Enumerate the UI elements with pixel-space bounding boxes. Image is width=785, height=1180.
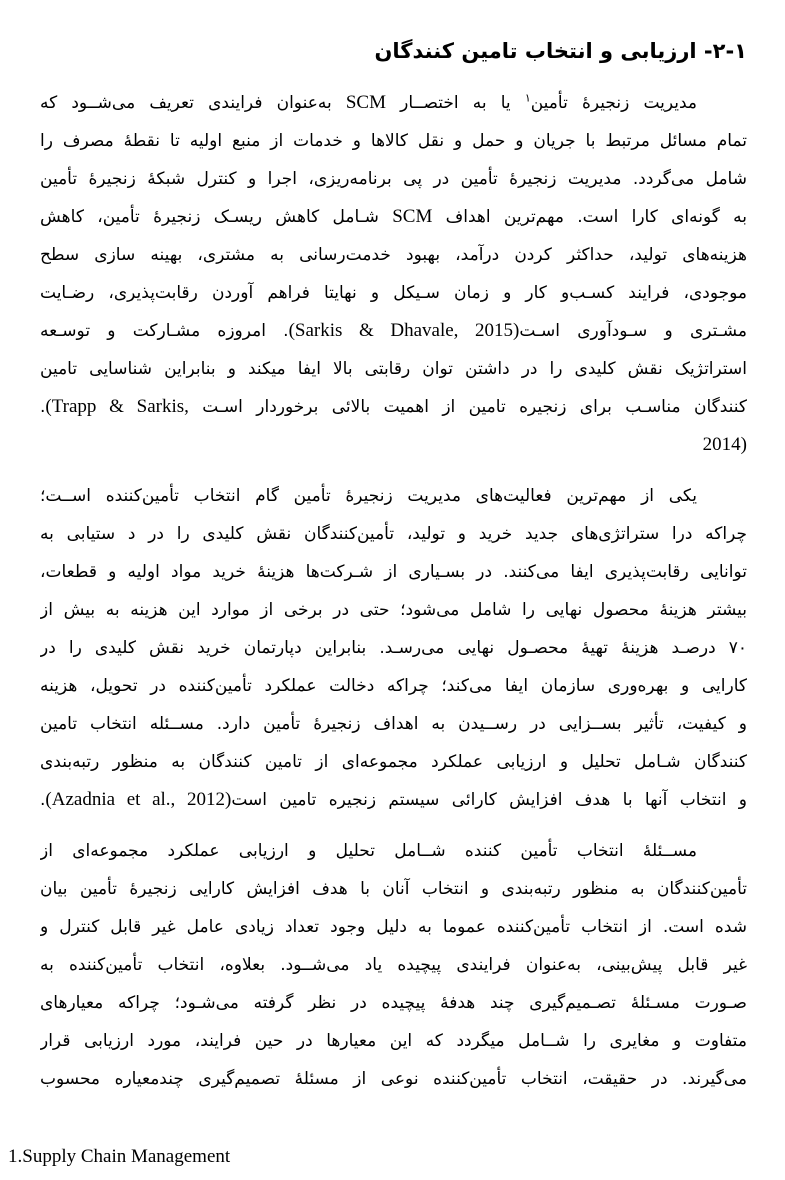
persian-text-segment: کنندگان مناسـب برای زنجیره تامین از اهمیت بالائی برخوردار اسـت <box>188 397 747 417</box>
footnote-reference-marker: ۱ <box>524 91 531 105</box>
text-line <box>40 388 747 426</box>
text-line <box>40 870 747 908</box>
latin-text-segment: SCM <box>392 206 433 227</box>
text-line <box>40 984 747 1022</box>
text-line <box>40 743 747 781</box>
paragraph-supplier-selection-importance <box>40 477 747 819</box>
persian-text-segment: متفاوت و مغایری را شــامل میگردد که این معیارها در حین فرایند، مورد ارزیابی قرار <box>40 1031 747 1051</box>
persian-text-segment: یا به اختصــار <box>386 93 525 113</box>
text-line <box>40 781 747 819</box>
latin-text-segment: (Trapp & Sarkis, <box>45 396 189 417</box>
persian-text-segment: غیر قابل پیش‌بینی، به‌عنوان فرایندی پیچیده یاد می‌شــود. بعلاوه، انتخاب تأمین‌کننده به <box>40 955 747 975</box>
text-line <box>40 1060 747 1098</box>
persian-text-segment: توانایی رقابت‌پذیری ایفا می‌کنند. در بسـیاری از شـرکت‌ها هزینهٔ خرید مواد اولیه و قطعات، <box>40 562 747 582</box>
latin-text-segment: SCM <box>345 92 386 113</box>
persian-text-segment: هزینه‌های تولید، حداکثر کردن درآمد، بهبود خدمت‌رسانی به مشتری، بهینه سازی سطح <box>40 245 747 265</box>
persian-text-segment: مدیریت زنجیرهٔ تأمین <box>530 93 698 113</box>
text-line <box>40 591 747 629</box>
persian-text-segment: تمام مسائل مرتبط با جریان و حمل و نقل کالاها و خدمات از منبع اولیه تا نقطهٔ مصرف را <box>40 131 747 151</box>
text-line <box>40 515 747 553</box>
latin-text-segment: (Azadnia et al., 2012) <box>45 789 232 810</box>
text-line <box>40 122 747 160</box>
persian-text-segment: یکی از مهم‌ترین فعالیت‌های مدیریت زنجیرهٔ تأمین گام انتخاب تأمین‌کننده اســت؛ <box>40 486 697 506</box>
paragraph-supplier-selection-problem <box>40 832 747 1098</box>
persian-text-segment: می‌گیرند. در حقیقت، انتخاب تأمین‌کننده نوعی از مسئلهٔ تصمیم‌گیری چندمعیاره محسوب <box>40 1069 747 1089</box>
persian-text-segment: . <box>40 790 46 810</box>
persian-text-segment: به‌عنوان فرایندی تعریف می‌شــود که <box>40 93 346 113</box>
text-line <box>40 84 747 122</box>
paragraph-scm-definition <box>40 84 747 464</box>
text-line <box>40 1022 747 1060</box>
text-line <box>40 477 747 515</box>
persian-text-segment: مشـتری و سـودآوری اسـت <box>519 321 747 341</box>
persian-text-segment: ۷۰ درصـد هزینهٔ تهیهٔ محصـول نهایی می‌رسـد. بنابراین دپارتمان خرید نقش کلیدی را در <box>40 638 747 658</box>
persian-text-segment: . امروزه مشـارکت و توسـعه <box>40 321 289 341</box>
text-line <box>40 236 747 274</box>
text-line <box>40 312 747 350</box>
persian-text-segment: بیشتر هزینهٔ محصول نهایی را شامل می‌شود؛ حتی در برخی از موارد این هزینه به بیش از <box>40 600 747 620</box>
body-text <box>40 84 747 1098</box>
latin-text-segment: (Sarkis & Dhavale, 2015) <box>288 320 520 341</box>
persian-text-segment: کارایی و بهره‌وری سازمان ایفا می‌کند؛ چراکه دخالت عملکرد تأمین‌کننده در تحویل، هزینه <box>40 676 747 696</box>
footnote-text: 1.Supply Chain Management <box>8 1146 231 1167</box>
persian-text-segment: تأمین‌کنندگان به منظور رتبه‌بندی و انتخاب آنان با هدف افزایش کارایی زنجیرهٔ تأمین بیان <box>40 879 747 899</box>
persian-text-segment: مســئلهٔ انتخاب تأمین کننده شــامل تحلیل و ارزیابی عملکرد مجموعه‌ای از <box>40 841 697 861</box>
persian-text-segment: چراکه درا ستراتژی‌های جدید خرید و تولید، تأمین‌کنندگان نقش کلیدی را در د ستیابی به <box>40 524 747 544</box>
text-line <box>40 198 747 236</box>
text-line <box>40 667 747 705</box>
section-heading: ۲-۱- ارزیابی و انتخاب تامین کنندگان <box>374 39 747 63</box>
text-line <box>40 629 747 667</box>
persian-text-segment: استراتژیک نقش کلیدی را در داشتن توان رقابتی بالا ایفا میکند و بنابراین شناسایی تامین <box>40 359 747 379</box>
persian-text-segment: و انتخاب آنها با هدف افزایش کارائی سیستم زنجیره تامین است <box>231 790 747 810</box>
persian-text-segment: صـورت مسـئلهٔ تصـمیم‌گیری چند هدفهٔ پیچیده در نظر گرفته می‌شـود؛ چراکه معیارهای <box>40 993 747 1013</box>
text-line <box>40 705 747 743</box>
persian-text-segment: به گونه‌ای کارا است. مهم‌ترین اهداف <box>432 207 747 227</box>
text-line <box>40 274 747 312</box>
text-line <box>40 350 747 388</box>
latin-text-segment: 2014) <box>702 434 747 455</box>
text-line <box>40 908 747 946</box>
text-line <box>40 946 747 984</box>
persian-text-segment: شـامل کاهش ریسـک زنجیرهٔ تأمین، کاهش <box>40 207 393 227</box>
persian-text-segment: . <box>40 397 46 417</box>
persian-text-segment: شده است. از انتخاب تأمین‌کننده عموما به دلیل وجود تعداد زیادی عامل غیر قابل کنترل و <box>40 917 747 937</box>
persian-text-segment: شامل می‌گردد. مدیریت زنجیرهٔ تأمین در پی برنامه‌ریزی، اجرا و کنترل شبکهٔ زنجیرهٔ تأمین <box>40 169 747 189</box>
persian-text-segment: کنندگان شـامل تحلیل و ارزیابی عملکرد مجموعه‌ای از تامین کنندگان به منظور رتبه‌بندی <box>40 752 747 772</box>
text-line <box>40 160 747 198</box>
text-line <box>40 553 747 591</box>
persian-text-segment: و کیفیت، تأثیر بســزایی در رســیدن به اهداف زنجیرهٔ تأمین دارد. مســئله انتخاب تامین <box>40 714 747 734</box>
text-line <box>40 832 747 870</box>
text-line <box>40 426 747 464</box>
persian-text-segment: موجودی، فرایند کسـب‌و کار و زمان سـیکل و نهایتا فراهم آوردن رقابت‌پذیری، رضـایت <box>40 283 747 303</box>
